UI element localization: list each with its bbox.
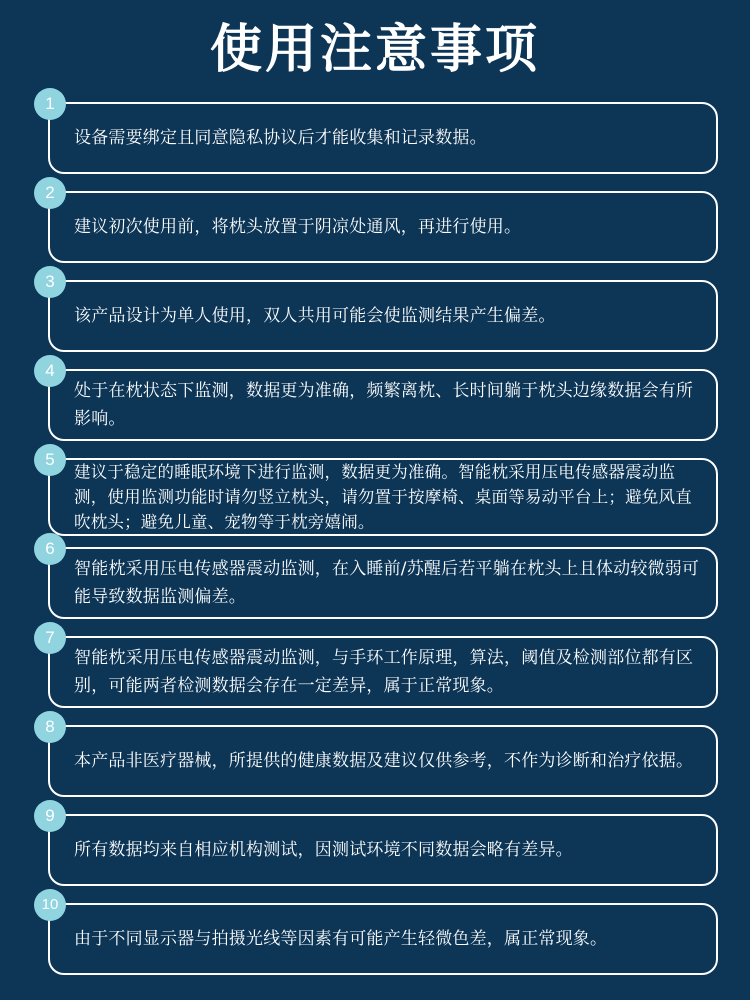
- notice-number-badge: 2: [34, 177, 66, 209]
- notice-item-6: [45, 539, 718, 619]
- notice-text: 该产品设计为单人使用，双人共用可能会使监测结果产生偏差。: [74, 306, 556, 326]
- notice-text: 处于在枕状态下监测，数据更为准确，频繁离枕、长时间躺于枕头边缘数据会有所影响。: [74, 381, 694, 429]
- notice-text: 由于不同显示器与拍摄光线等因素有可能产生轻微色差，属正常现象。: [74, 929, 608, 949]
- notice-item-7: [45, 628, 718, 708]
- notice-text: 智能枕采用压电传感器震动监测，与手环工作原理，算法，阈值及检测部位都有区别，可能两者检测数据会存在一定差异，属于正常现象。: [74, 648, 694, 696]
- notice-item-1: [45, 94, 718, 174]
- notice-number-badge: 6: [34, 533, 66, 565]
- notice-text: 所有数据均来自相应机构测试，因测试环境不同数据会略有差异。: [74, 840, 573, 860]
- notice-text: 本产品非医疗器械，所提供的健康数据及建议仅供参考，不作为诊断和治疗依据。: [74, 751, 694, 771]
- notice-number-badge: 7: [34, 622, 66, 654]
- notice-text: 智能枕采用压电传感器震动监测，在入睡前/苏醒后若平躺在枕头上且体动较微弱可能导致数据监测偏差。: [74, 559, 700, 607]
- notice-item-5: [45, 450, 718, 536]
- notice-number-badge: 8: [34, 711, 66, 743]
- notice-number-badge: 9: [34, 800, 66, 832]
- notice-item-3: [45, 272, 718, 352]
- notice-item-8: [45, 717, 718, 797]
- notice-number-badge: 10: [34, 889, 66, 921]
- notice-number-badge: 3: [34, 266, 66, 298]
- notice-item-2: [45, 183, 718, 263]
- notice-text: 设备需要绑定且同意隐私协议后才能收集和记录数据。: [74, 128, 487, 148]
- notice-item-9: [45, 806, 718, 886]
- notice-number-badge: 4: [34, 355, 66, 387]
- notice-number-badge: 5: [34, 444, 66, 476]
- notice-text: 建议初次使用前，将枕头放置于阴凉处通风，再进行使用。: [74, 217, 522, 237]
- page-title: 使用注意事项: [209, 20, 540, 80]
- notice-text: 建议于稳定的睡眠环境下进行监测，数据更为准确。智能枕采用压电传感器震动监测，使用监测功能时请勿竖立枕头，请勿置于按摩椅、桌面等易动平台上；避免风直吹枕头；避免儿童、宠物等于枕旁嬉闹。: [74, 462, 692, 532]
- notice-item-4: [45, 361, 718, 441]
- notice-item-10: [41, 896, 718, 975]
- notice-number-badge: 1: [34, 88, 66, 120]
